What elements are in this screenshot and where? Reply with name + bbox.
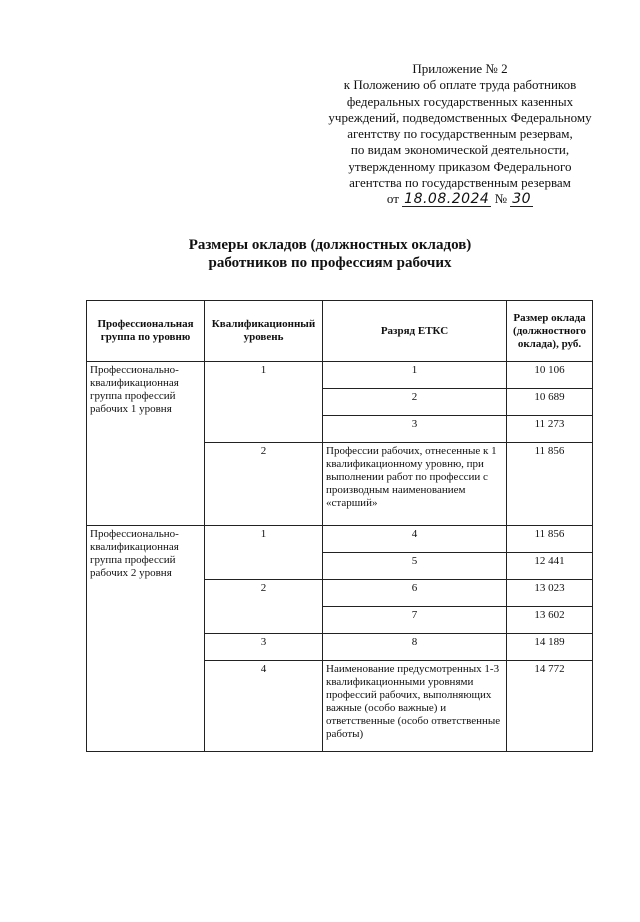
group-name: Профессионально-квалификационная группа профессий рабочих 1 уровня [87,362,205,526]
rank-cell: 6 [323,580,507,607]
appendix-line: федеральных государственных казенных [346,93,574,109]
appendix-line: учреждений, подведомственных Федеральному [328,109,592,125]
appendix-line: Приложение № 2 [412,61,508,76]
qualification-level: 3 [205,634,323,661]
rank-cell: Профессии рабочих, отнесенные к 1 квалификационному уровню, при выполнении работ по профессии с производным наименованием «старший» [323,443,507,526]
group-name: Профессионально-квалификационная группа профессий рабочих 2 уровня [87,526,205,752]
rank-cell: 1 [323,362,507,389]
salary-cell: 11 856 [507,443,593,526]
rank-cell: 3 [323,416,507,443]
rank-cell: 2 [323,389,507,416]
handwritten-number: 30 [512,191,532,208]
salary-cell: 10 689 [507,389,593,416]
date-prefix: от [386,191,399,207]
qualification-level: 2 [205,443,323,526]
table-row [87,526,593,553]
salary-cell: 12 441 [507,553,593,580]
appendix-line: агентства по государственным резервам [349,175,571,191]
number-prefix: № [494,191,507,207]
table-header-row [87,301,593,362]
rank-cell: Наименование предусмотренных 1-3 квалификационными уровнями профессий рабочих, выполняющих важные (особо важные) и ответственные (особо ответственные работы) [323,661,507,752]
table-row [87,362,593,389]
salary-cell: 13 023 [507,580,593,607]
qualification-level: 1 [205,526,323,580]
salary-cell: 11 856 [507,526,593,553]
qualification-level: 2 [205,580,323,634]
header-rank: Разряд ЕТКС [323,301,507,362]
header-level: Квалификационный уровень [205,301,323,362]
header-salary: Размер оклада (должностного оклада), руб. [507,301,593,362]
title-line-2: работников по профессиям рабочих [208,255,452,271]
header-group: Профессиональная группа по уровню [87,301,205,362]
qualification-level: 1 [205,362,323,443]
order-date-line [310,191,610,207]
appendix-line: к Положению об оплате труда работников [343,77,577,93]
rank-cell: 5 [323,553,507,580]
rank-cell: 7 [323,607,507,634]
title-line-1: Размеры окладов (должностных окладов) [188,237,472,253]
document-title [120,236,540,272]
salary-cell: 10 106 [507,362,593,389]
appendix-line: по видам экономической деятельности, [350,142,570,158]
qualification-level: 4 [205,661,323,752]
salary-table [86,300,593,752]
salary-cell: 11 273 [507,416,593,443]
rank-cell: 4 [323,526,507,553]
salary-cell: 14 189 [507,634,593,661]
appendix-header [310,61,610,208]
handwritten-date: 18.08.2024 [404,191,490,208]
salary-cell: 14 772 [507,661,593,752]
appendix-line: утвержденному приказом Федерального [348,158,572,174]
appendix-line: агентству по государственным резервам, [347,126,573,142]
rank-cell: 8 [323,634,507,661]
salary-cell: 13 602 [507,607,593,634]
